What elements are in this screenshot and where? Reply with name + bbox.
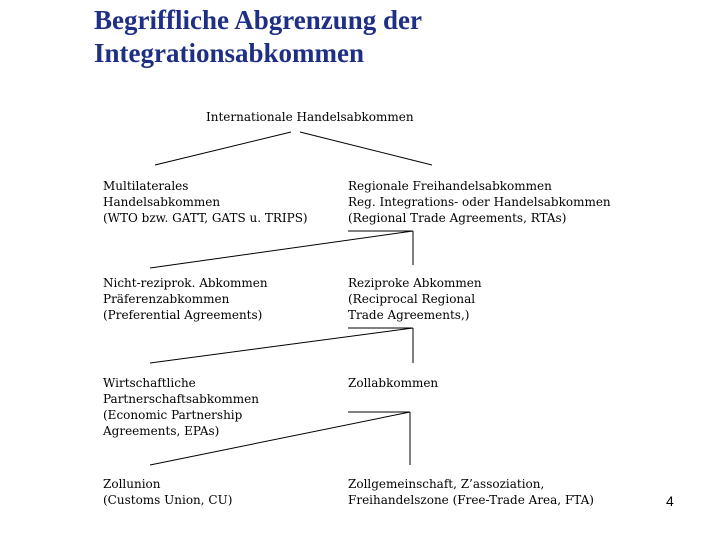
node-multilateral-line-2: Handelsabkommen xyxy=(103,195,221,209)
slide-title-line-2: Integrationsabkommen xyxy=(94,38,365,68)
connector-reciprocal-left xyxy=(150,328,413,363)
node-economic-partnership-line-1: Wirtschaftliche xyxy=(103,376,196,390)
node-reciprocal-line-1: Reziproke Abkommen xyxy=(348,276,482,290)
connector-root-right xyxy=(300,132,432,165)
node-regional xyxy=(348,178,611,226)
connector-rta-left xyxy=(150,231,413,268)
page-number: 4 xyxy=(666,493,674,509)
node-international-agreements xyxy=(206,109,414,125)
node-customs-union xyxy=(103,476,232,508)
node-customs-agreements xyxy=(348,375,438,391)
node-multilateral xyxy=(103,178,308,226)
node-customs-agreements-line-1: Zollabkommen xyxy=(348,376,439,390)
node-reciprocal-line-2: (Reciprocal Regional xyxy=(348,292,476,306)
node-regional-line-1: Regionale Freihandelsabkommen xyxy=(348,179,552,193)
node-international-agreements-label: Internationale Handelsabkommen xyxy=(206,110,414,124)
node-regional-line-3: (Regional Trade Agreements, RTAs) xyxy=(348,211,567,225)
node-economic-partnership-line-3: (Economic Partnership xyxy=(103,408,243,422)
node-reciprocal-line-3: Trade Agreements,) xyxy=(348,308,470,322)
node-reciprocal xyxy=(348,275,482,323)
node-economic-partnership-line-4: Agreements, EPAs) xyxy=(103,424,220,438)
node-free-trade-area-line-1: Zollgemeinschaft, Z’assoziation, xyxy=(348,477,545,491)
node-economic-partnership xyxy=(103,375,259,439)
node-regional-line-2: Reg. Integrations- oder Handelsabkommen xyxy=(348,195,611,209)
node-multilateral-line-1: Multilaterales xyxy=(103,179,189,193)
node-non-reciprocal-line-1: Nicht-reziprok. Abkommen xyxy=(103,276,268,290)
connector-root-left xyxy=(155,132,291,165)
node-free-trade-area-line-2: Freihandelszone (Free-Trade Area, FTA) xyxy=(348,493,594,507)
node-non-reciprocal xyxy=(103,275,268,323)
node-non-reciprocal-line-3: (Preferential Agreements) xyxy=(103,308,263,322)
node-customs-union-line-2: (Customs Union, CU) xyxy=(103,493,233,507)
node-economic-partnership-line-2: Partnerschaftsabkommen xyxy=(103,392,259,406)
slide-title-line-1: Begriffliche Abgrenzung der xyxy=(94,5,422,35)
node-non-reciprocal-line-2: Präferenzabkommen xyxy=(103,292,230,306)
node-multilateral-line-3: (WTO bzw. GATT, GATS u. TRIPS) xyxy=(103,211,308,225)
node-free-trade-area xyxy=(348,476,594,508)
node-customs-union-line-1: Zollunion xyxy=(103,477,161,491)
